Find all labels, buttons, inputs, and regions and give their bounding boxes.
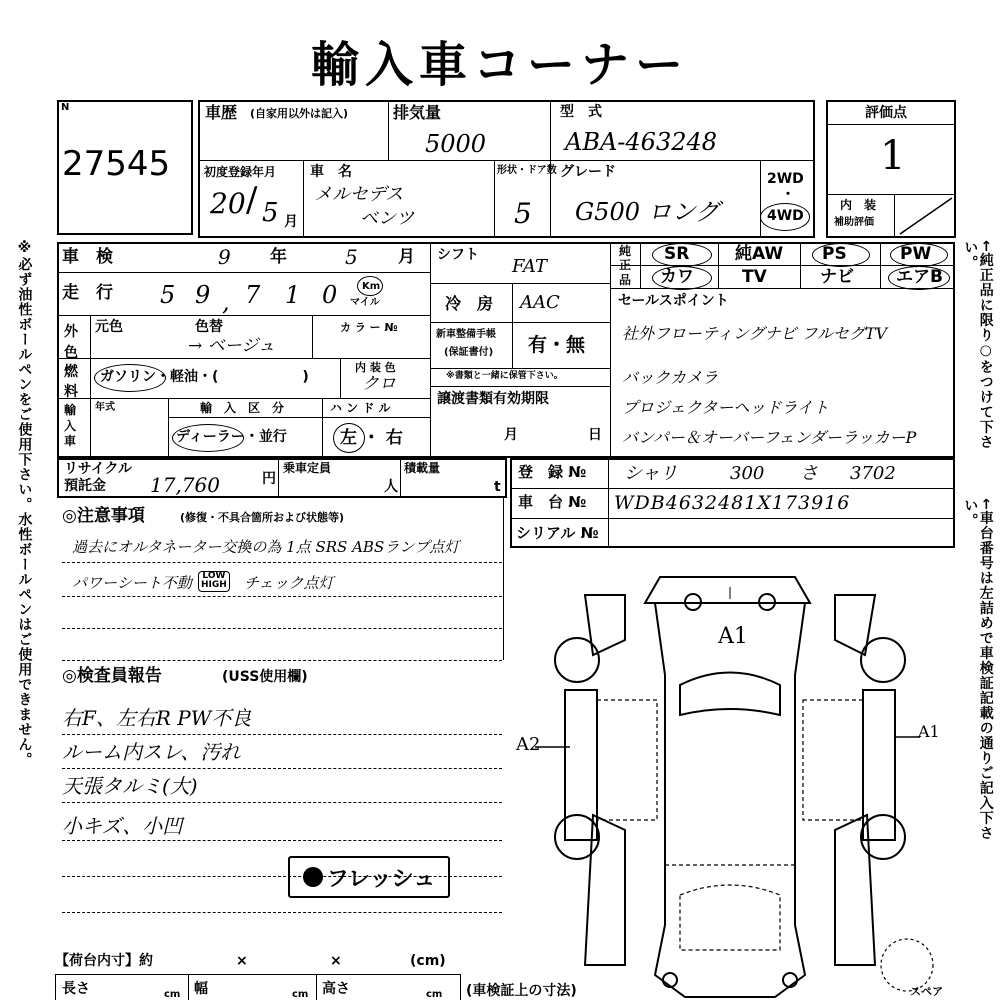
- history-label: 車歴: [205, 103, 238, 122]
- interior-slash: [894, 194, 956, 238]
- inspection-label: 車 検: [62, 247, 113, 267]
- first-registration-year: 20: [210, 187, 246, 220]
- warranty-note: ※書類と一緒に保管下さい。: [446, 371, 563, 381]
- car-name-label: 車 名: [310, 164, 352, 180]
- shift-label: シフト: [437, 247, 479, 263]
- evaluation-label: 評価点: [865, 105, 907, 121]
- page-title: 輸入車コーナー: [310, 37, 689, 93]
- inspection-month-value: 5: [345, 245, 358, 269]
- transfer-month: 月: [504, 427, 518, 443]
- ac-label: 冷 房: [445, 294, 494, 313]
- chassis-value: WDB4632481X173916: [614, 492, 851, 514]
- import-category-options: ディーラー・並行: [176, 429, 287, 445]
- stamp-text: フレッシュ: [326, 866, 436, 892]
- import-year-label: 年式: [95, 402, 115, 413]
- warranty-label-1: 新車整備手帳: [436, 329, 496, 340]
- drive-4wd-circle: [760, 203, 810, 231]
- history-note: (自家用以外は記入): [250, 107, 349, 120]
- cargo-unit: (cm): [410, 953, 446, 969]
- mileage-digit-3: 7: [245, 281, 261, 309]
- option-pw-circle: [890, 243, 948, 267]
- recycle-label-1: リサイクル: [64, 461, 133, 477]
- interior-label: 内 装: [840, 198, 877, 212]
- interior-color-label: 内 装 色: [355, 361, 396, 374]
- option-airbag: エアB: [896, 267, 943, 287]
- spare-tire-dashed: [881, 939, 933, 991]
- mileage-digit-5: 0: [322, 281, 338, 309]
- option-alloy-wheel: 純AW: [735, 244, 784, 264]
- car-roof: [680, 673, 780, 716]
- width-unit: cm: [292, 989, 309, 1000]
- low-high-stamp: [198, 571, 230, 592]
- inspector-label: ◎検査員報告: [62, 666, 162, 686]
- length-label: 長さ: [62, 981, 90, 997]
- transfer-day: 日: [588, 427, 602, 443]
- doors-label: 形状・ドア数: [497, 165, 557, 176]
- serial-label: シリアル №: [516, 524, 599, 542]
- exterior-change-label: 色替: [195, 319, 223, 335]
- mileage-unit-mile: マイル: [350, 297, 380, 308]
- options-label: 純正品: [619, 244, 632, 287]
- displacement-label: 排気量: [393, 103, 442, 122]
- option-ps-circle: [812, 243, 870, 267]
- left-rear-fender: [585, 815, 625, 965]
- recycle-label-2: 預託金: [64, 478, 106, 494]
- drive-2wd: 2WD: [767, 171, 804, 187]
- right-vertical-note-bottom: ←車台番号は左詰めで車検証記載の通りご記入下さい。: [962, 498, 994, 841]
- mileage-separator: ,: [222, 288, 230, 316]
- front-left-tire: [555, 638, 599, 682]
- grade-value: G500 ロング: [575, 198, 720, 226]
- import-handle-options: 左 ・ 右: [340, 428, 403, 448]
- width-label: 幅: [194, 981, 208, 997]
- import-handle-left-circle: [333, 423, 365, 453]
- drive-4wd: 4WD: [767, 208, 804, 224]
- front-right-tire: [861, 638, 905, 682]
- spare-label: スペア: [910, 985, 943, 998]
- cargo-label: 【荷台内寸】約: [55, 953, 153, 969]
- inspection-year-unit: 年: [270, 247, 287, 267]
- low-stamp-text: LOW: [202, 571, 226, 581]
- option-tv: TV: [742, 267, 767, 287]
- diagram-label-right: A1: [918, 722, 940, 741]
- option-leather-circle: [652, 266, 712, 290]
- fuel-gasoline-circle: [94, 364, 166, 392]
- inspector-line-3: 天張タルミ(大): [62, 774, 198, 798]
- inspector-line-1: 右F、左右R PW不良: [62, 706, 252, 730]
- inspector-line-4: 小キズ、小凹: [62, 814, 183, 838]
- right-vertical-note-top: ←純正品に限り○をつけて下さい。: [962, 240, 994, 450]
- fuel-options: ガソリン・軽油・( ): [100, 369, 309, 385]
- lot-number: 27545: [62, 144, 171, 184]
- load-label: 積載量: [404, 461, 441, 475]
- option-airbag-circle: [888, 266, 950, 290]
- evaluation-value: 1: [880, 133, 906, 179]
- left-fender: [585, 595, 625, 655]
- stamp-logo-icon: [303, 867, 323, 887]
- registration-label: 登 録 №: [518, 463, 587, 481]
- warranty-label-2: (保証書付): [444, 347, 494, 358]
- mileage-unit-km: Km: [362, 281, 381, 292]
- option-ps: PS: [822, 244, 847, 264]
- rear-window-dashed: [680, 885, 780, 950]
- capacity-unit: 人: [384, 479, 398, 495]
- ac-value: AAC: [520, 292, 560, 313]
- option-sr: SR: [664, 244, 690, 264]
- option-pw: PW: [900, 244, 932, 264]
- import-handle-label: ハ ン ド ル: [330, 401, 391, 415]
- mileage-label: 走 行: [62, 283, 113, 303]
- interior-color-value: クロ: [362, 374, 396, 394]
- right-doors-dashed: [803, 700, 863, 820]
- registration-slash: /: [246, 180, 258, 220]
- recycle-unit: 円: [262, 471, 276, 487]
- diagram-label-front: A1: [718, 624, 748, 649]
- load-unit: t: [494, 479, 501, 495]
- transfer-label: 譲渡書類有効期限: [437, 391, 549, 407]
- car-front-bumper: [645, 577, 810, 603]
- first-registration-month-unit: 月: [284, 214, 298, 230]
- drive-dot: ・: [781, 187, 795, 203]
- inspector-line-2: ルーム内スレ、汚れ: [62, 740, 241, 764]
- option-leather: カワ: [660, 267, 694, 287]
- left-doors-dashed: [597, 700, 657, 820]
- right-rear-fender: [835, 815, 875, 965]
- warranty-value: 有・無: [528, 334, 586, 356]
- mileage-km-circle: [357, 276, 383, 296]
- flesh-stamp: [288, 856, 450, 898]
- car-name-line2: ベンツ: [360, 208, 414, 229]
- capacity-label: 乗車定員: [283, 461, 332, 475]
- left-vertical-note: ※必ず油性ボールペンをご使用下さい。水性ボールペンはご使用できません。: [16, 240, 33, 767]
- recycle-value: 17,760: [150, 473, 220, 497]
- option-navi: ナビ: [820, 267, 854, 287]
- exterior-change-value: → ベージュ: [188, 336, 275, 356]
- inspector-sub-label: (USS使用欄): [222, 669, 308, 685]
- model-type-value: ABA-463248: [565, 128, 718, 156]
- sales-point-3: プロジェクターヘッドライト: [622, 398, 829, 417]
- displacement-value: 5000: [425, 130, 487, 158]
- mileage-digit-4: 1: [285, 281, 301, 309]
- import-dealer-circle: [172, 424, 244, 452]
- inspection-year-value: 9: [218, 245, 231, 269]
- inspection-month-unit: 月: [398, 247, 415, 267]
- exterior-label: 外色: [64, 324, 78, 361]
- sales-points-label: セールスポイント: [618, 293, 729, 309]
- exterior-orig-label: 元色: [95, 319, 123, 335]
- sales-point-4: バンパー＆オーバーフェンダーラッカーP: [622, 428, 917, 447]
- high-stamp-text: HIGH: [201, 580, 227, 591]
- diagram-label-left: A2: [516, 734, 541, 755]
- first-registration-month: 5: [262, 198, 279, 228]
- import-label: 輸入車: [64, 403, 77, 449]
- grade-label: グレード: [560, 164, 616, 180]
- notes-label: ◎注意事項: [62, 506, 145, 526]
- color-no-label: カ ラ ー №: [340, 321, 398, 334]
- chassis-label: 車 台 №: [518, 493, 587, 511]
- sales-point-2: バックカメラ: [622, 368, 719, 387]
- registration-value-2: 300: [730, 463, 765, 484]
- notes-sub-label: (修復・不具合箇所および状態等): [180, 511, 345, 524]
- mileage-digit-2: 9: [195, 281, 211, 309]
- cargo-times-1: ×: [236, 953, 248, 969]
- height-label: 高さ: [322, 981, 350, 997]
- model-type-label: 型 式: [560, 104, 602, 120]
- dims-note: (車検証上の寸法): [466, 983, 577, 999]
- import-category-label: 輸 入 区 分: [200, 401, 285, 415]
- length-unit: cm: [164, 989, 181, 1000]
- lot-label: N: [61, 102, 70, 113]
- car-body-outline: [655, 603, 805, 997]
- notes-line-3: チェック点灯: [244, 574, 334, 592]
- shift-value: FAT: [512, 256, 547, 277]
- registration-value-4: 3702: [850, 463, 896, 484]
- height-unit: cm: [426, 989, 443, 1000]
- first-registration-label: 初度登録年月: [204, 165, 277, 179]
- notes-line-1: 過去にオルタネーター交換の為 1点 SRS ABSランプ点灯: [72, 538, 460, 556]
- right-fender: [835, 595, 875, 655]
- mileage-digit-1: 5: [160, 281, 176, 309]
- registration-value-1: シャリ: [624, 463, 678, 484]
- fuel-label: 燃料: [64, 364, 78, 400]
- cargo-times-2: ×: [330, 953, 342, 969]
- car-name-line1: メルセデス: [314, 184, 404, 205]
- doors-value: 5: [514, 197, 532, 230]
- option-sr-circle: [652, 243, 712, 267]
- sales-point-1: 社外フローティングナビ フルセグTV: [622, 324, 888, 343]
- registration-value-3: さ: [800, 463, 818, 484]
- notes-line-2: パワーシート不動: [72, 574, 192, 592]
- interior-sub-label: 補助評価: [834, 217, 874, 228]
